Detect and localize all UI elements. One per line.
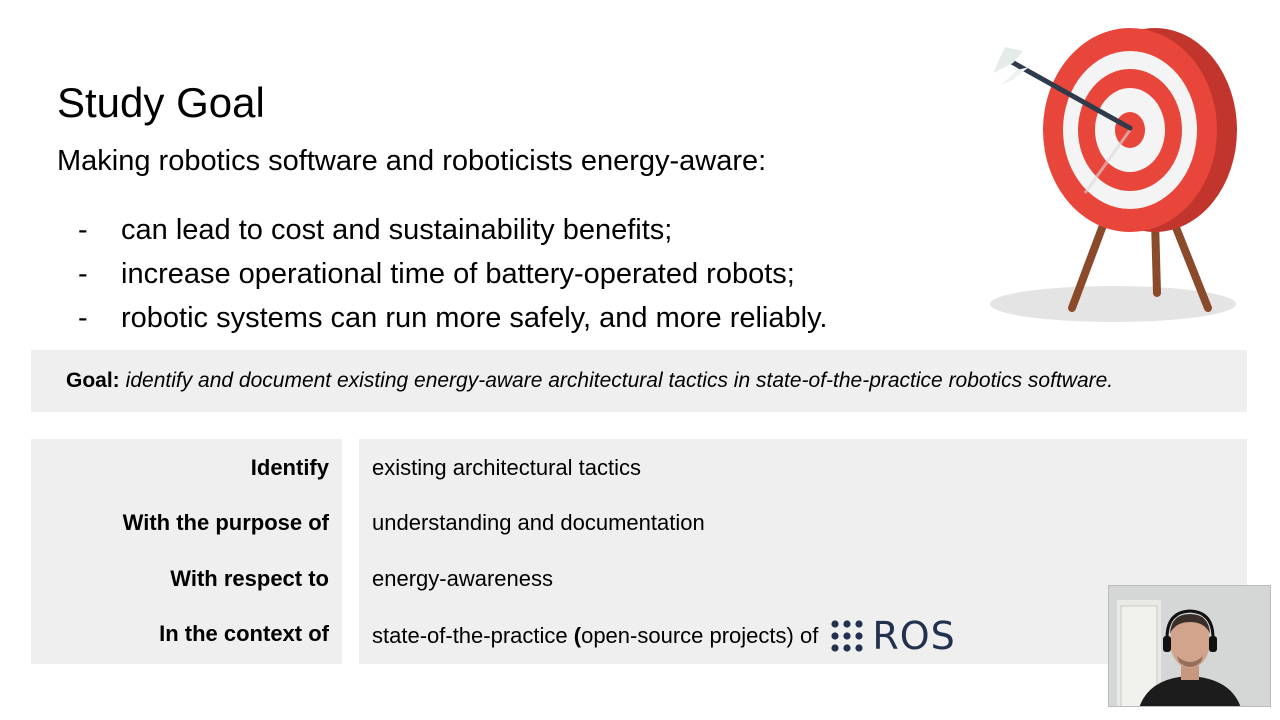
ros-logo-icon xyxy=(830,614,956,658)
ros-logo-text: ROS xyxy=(872,614,956,658)
goal-label: Goal: xyxy=(66,369,120,392)
list-item xyxy=(78,252,827,296)
slide-subtitle: Making robotics software and roboticists energy-aware: xyxy=(57,145,767,177)
goal-table-labels xyxy=(31,439,342,664)
target-with-arrow-icon xyxy=(985,25,1245,325)
row-label-purpose: With the purpose of xyxy=(122,510,329,535)
benefit-list xyxy=(78,208,827,340)
row-value-context xyxy=(372,614,956,658)
row-value-purpose: understanding and documentation xyxy=(372,510,705,535)
presenter-silhouette xyxy=(1109,586,1271,707)
row-value-identify: existing architectural tactics xyxy=(372,455,641,480)
bullet-text: can lead to cost and sustainability benefits; xyxy=(121,213,673,246)
context-paren: ( xyxy=(573,623,582,648)
bullet-text: increase operational time of battery-operated robots; xyxy=(121,257,795,290)
bullet-text: robotic systems can run more safely, and more reliably. xyxy=(121,301,828,334)
slide-title: Study Goal xyxy=(57,79,265,126)
bullet-marker: - xyxy=(78,301,88,334)
row-value-respect: energy-awareness xyxy=(372,566,553,591)
row-label-context: In the context of xyxy=(159,621,329,646)
ros-dots-icon xyxy=(830,619,864,653)
row-label-identify: Identify xyxy=(250,455,329,480)
goal-text: identify and document existing energy-aware architectural tactics in state-of-the-practice robotics software. xyxy=(125,369,1114,392)
bullet-marker: - xyxy=(78,213,88,246)
context-text-post: open-source projects) of xyxy=(581,623,819,648)
list-item xyxy=(78,208,827,252)
list-item xyxy=(78,296,827,340)
goal-statement xyxy=(31,350,1247,412)
bullet-marker: - xyxy=(78,257,88,290)
context-text-pre: state-of-the-practice xyxy=(372,623,574,648)
webcam-presenter xyxy=(1108,585,1271,707)
row-label-respect: With respect to xyxy=(170,566,329,591)
